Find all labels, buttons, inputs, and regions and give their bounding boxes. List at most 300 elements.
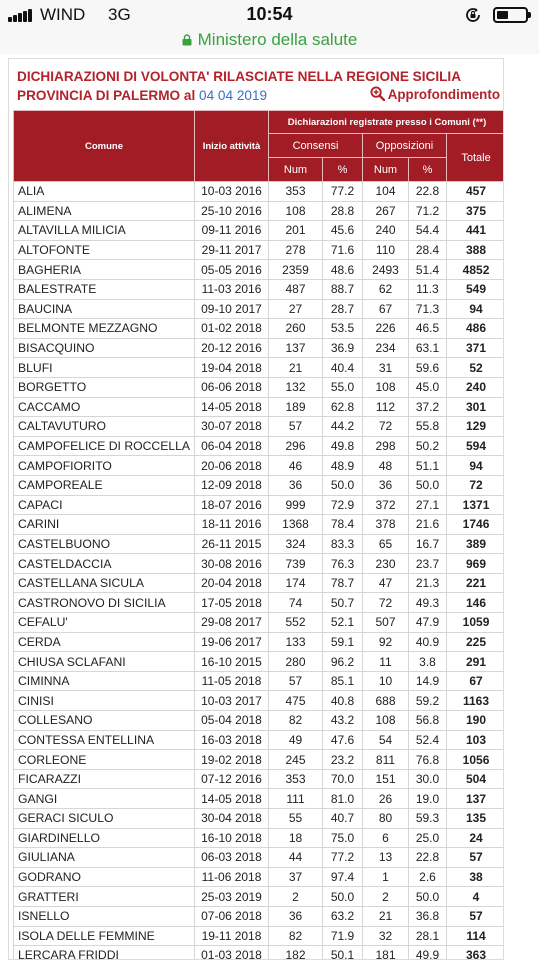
cell-comune: ALTAVILLA MILICIA bbox=[14, 221, 195, 241]
cell-opposizioni-pct: 54.4 bbox=[409, 221, 447, 241]
table-body bbox=[14, 182, 505, 960]
cell-consensi-pct: 78.7 bbox=[323, 573, 363, 593]
table-row bbox=[14, 358, 505, 378]
browser-address-bar[interactable] bbox=[0, 30, 539, 54]
cell-opposizioni-num: 108 bbox=[363, 711, 409, 731]
cell-comune: COLLESANO bbox=[14, 711, 195, 731]
cell-totale: 67 bbox=[447, 671, 505, 691]
cell-consensi-pct: 77.2 bbox=[323, 182, 363, 202]
cell-consensi-pct: 28.7 bbox=[323, 299, 363, 319]
cell-inizio-attivita: 06-03 2018 bbox=[195, 848, 269, 868]
cell-comune: ALIA bbox=[14, 182, 195, 202]
cell-comune: CERDA bbox=[14, 632, 195, 652]
cell-opposizioni-pct: 59.2 bbox=[409, 691, 447, 711]
table-row bbox=[14, 848, 505, 868]
header-totale: Totale bbox=[447, 134, 505, 182]
cell-totale: 389 bbox=[447, 534, 505, 554]
cell-totale: 4852 bbox=[447, 260, 505, 280]
cell-opposizioni-num: 26 bbox=[363, 789, 409, 809]
cell-consensi-pct: 71.9 bbox=[323, 926, 363, 946]
cell-totale: 371 bbox=[447, 338, 505, 358]
cell-opposizioni-num: 108 bbox=[363, 377, 409, 397]
cell-opposizioni-num: 267 bbox=[363, 201, 409, 221]
cell-opposizioni-num: 298 bbox=[363, 436, 409, 456]
cell-comune: CHIUSA SCLAFANI bbox=[14, 652, 195, 672]
cell-opposizioni-num: 6 bbox=[363, 828, 409, 848]
table-row bbox=[14, 809, 505, 829]
cell-comune: BISACQUINO bbox=[14, 338, 195, 358]
cell-totale: 146 bbox=[447, 593, 505, 613]
table-row bbox=[14, 475, 505, 495]
table-row bbox=[14, 417, 505, 437]
table-row bbox=[14, 789, 505, 809]
cell-comune: BLUFI bbox=[14, 358, 195, 378]
cell-inizio-attivita: 16-10 2018 bbox=[195, 828, 269, 848]
cell-totale: 57 bbox=[447, 848, 505, 868]
cell-consensi-pct: 36.9 bbox=[323, 338, 363, 358]
cell-consensi-num: 245 bbox=[269, 750, 323, 770]
cell-totale: 441 bbox=[447, 221, 505, 241]
cell-comune: CASTELDACCIA bbox=[14, 554, 195, 574]
cell-inizio-attivita: 30-04 2018 bbox=[195, 809, 269, 829]
table-row bbox=[14, 906, 505, 926]
cell-consensi-num: 55 bbox=[269, 809, 323, 829]
cell-totale: 72 bbox=[447, 475, 505, 495]
cell-consensi-pct: 96.2 bbox=[323, 652, 363, 672]
cell-inizio-attivita: 11-05 2018 bbox=[195, 671, 269, 691]
cell-opposizioni-pct: 45.0 bbox=[409, 377, 447, 397]
cell-inizio-attivita: 14-05 2018 bbox=[195, 789, 269, 809]
cell-opposizioni-num: 181 bbox=[363, 946, 409, 960]
cell-opposizioni-num: 72 bbox=[363, 417, 409, 437]
cell-inizio-attivita: 11-06 2018 bbox=[195, 867, 269, 887]
cell-comune: GERACI SICULO bbox=[14, 809, 195, 829]
table-row bbox=[14, 750, 505, 770]
cell-consensi-pct: 88.7 bbox=[323, 279, 363, 299]
cell-opposizioni-pct: 50.0 bbox=[409, 475, 447, 495]
cell-inizio-attivita: 20-12 2016 bbox=[195, 338, 269, 358]
cell-consensi-pct: 72.9 bbox=[323, 495, 363, 515]
cell-totale: 486 bbox=[447, 319, 505, 339]
cell-opposizioni-num: 112 bbox=[363, 397, 409, 417]
cell-opposizioni-pct: 49.3 bbox=[409, 593, 447, 613]
table-row bbox=[14, 240, 505, 260]
cell-totale: 363 bbox=[447, 946, 505, 960]
header-opposizioni-num: Num bbox=[363, 158, 409, 182]
cell-opposizioni-num: 36 bbox=[363, 475, 409, 495]
header-comune: Comune bbox=[14, 111, 195, 182]
cell-consensi-pct: 48.6 bbox=[323, 260, 363, 280]
cell-inizio-attivita: 16-10 2015 bbox=[195, 652, 269, 672]
cell-opposizioni-num: 688 bbox=[363, 691, 409, 711]
cell-opposizioni-pct: 59.6 bbox=[409, 358, 447, 378]
cell-comune: CEFALU' bbox=[14, 613, 195, 633]
cell-consensi-num: 108 bbox=[269, 201, 323, 221]
cell-inizio-attivita: 19-02 2018 bbox=[195, 750, 269, 770]
table-row bbox=[14, 534, 505, 554]
cell-consensi-pct: 50.1 bbox=[323, 946, 363, 960]
cell-totale: 38 bbox=[447, 867, 505, 887]
cell-consensi-pct: 62.8 bbox=[323, 397, 363, 417]
cell-comune: CINISI bbox=[14, 691, 195, 711]
cell-comune: CAMPOFIORITO bbox=[14, 456, 195, 476]
zoom-in-icon bbox=[370, 86, 385, 101]
cell-comune: CONTESSA ENTELLINA bbox=[14, 730, 195, 750]
cell-consensi-pct: 53.5 bbox=[323, 319, 363, 339]
table-row bbox=[14, 397, 505, 417]
cell-opposizioni-pct: 16.7 bbox=[409, 534, 447, 554]
cell-opposizioni-pct: 50.2 bbox=[409, 436, 447, 456]
cell-comune: BAGHERIA bbox=[14, 260, 195, 280]
cell-opposizioni-pct: 71.3 bbox=[409, 299, 447, 319]
cell-totale: 1163 bbox=[447, 691, 505, 711]
cell-opposizioni-pct: 52.4 bbox=[409, 730, 447, 750]
cell-opposizioni-pct: 28.1 bbox=[409, 926, 447, 946]
cell-consensi-num: 57 bbox=[269, 417, 323, 437]
cell-totale: 103 bbox=[447, 730, 505, 750]
header-consensi-num: Num bbox=[269, 158, 323, 182]
heading-date: 04 04 2019 bbox=[199, 88, 268, 103]
cell-inizio-attivita: 16-03 2018 bbox=[195, 730, 269, 750]
cell-opposizioni-pct: 3.8 bbox=[409, 652, 447, 672]
cell-totale: 301 bbox=[447, 397, 505, 417]
cell-inizio-attivita: 20-04 2018 bbox=[195, 573, 269, 593]
cell-consensi-num: 353 bbox=[269, 769, 323, 789]
network-type: 3G bbox=[108, 5, 131, 24]
table-row bbox=[14, 260, 505, 280]
cell-inizio-attivita: 01-03 2018 bbox=[195, 946, 269, 960]
cell-inizio-attivita: 07-12 2016 bbox=[195, 769, 269, 789]
cell-consensi-num: 201 bbox=[269, 221, 323, 241]
cell-totale: 225 bbox=[447, 632, 505, 652]
cell-comune: BALESTRATE bbox=[14, 279, 195, 299]
cell-totale: 4 bbox=[447, 887, 505, 907]
cell-opposizioni-num: 2 bbox=[363, 887, 409, 907]
cell-totale: 240 bbox=[447, 377, 505, 397]
header-opposizioni-pct: % bbox=[409, 158, 447, 182]
table-row bbox=[14, 887, 505, 907]
cell-consensi-pct: 81.0 bbox=[323, 789, 363, 809]
cell-totale: 94 bbox=[447, 456, 505, 476]
cell-opposizioni-pct: 76.8 bbox=[409, 750, 447, 770]
cell-inizio-attivita: 10-03 2016 bbox=[195, 182, 269, 202]
cell-opposizioni-num: 811 bbox=[363, 750, 409, 770]
cell-opposizioni-num: 31 bbox=[363, 358, 409, 378]
cell-consensi-num: 21 bbox=[269, 358, 323, 378]
table-row bbox=[14, 593, 505, 613]
cell-opposizioni-pct: 22.8 bbox=[409, 848, 447, 868]
cell-consensi-pct: 40.8 bbox=[323, 691, 363, 711]
cell-opposizioni-num: 378 bbox=[363, 515, 409, 535]
cell-opposizioni-pct: 11.3 bbox=[409, 279, 447, 299]
cell-consensi-num: 74 bbox=[269, 593, 323, 613]
cell-comune: CIMINNA bbox=[14, 671, 195, 691]
cell-totale: 52 bbox=[447, 358, 505, 378]
cell-opposizioni-pct: 2.6 bbox=[409, 867, 447, 887]
cell-opposizioni-num: 110 bbox=[363, 240, 409, 260]
cell-inizio-attivita: 14-05 2018 bbox=[195, 397, 269, 417]
cell-consensi-pct: 28.8 bbox=[323, 201, 363, 221]
cell-inizio-attivita: 29-11 2017 bbox=[195, 240, 269, 260]
cell-opposizioni-num: 1 bbox=[363, 867, 409, 887]
cell-consensi-num: 487 bbox=[269, 279, 323, 299]
cell-consensi-num: 182 bbox=[269, 946, 323, 960]
cell-comune: LERCARA FRIDDI bbox=[14, 946, 195, 960]
header-inizio-attivita: Inizio attività bbox=[195, 111, 269, 182]
cell-consensi-pct: 76.3 bbox=[323, 554, 363, 574]
cell-totale: 969 bbox=[447, 554, 505, 574]
cell-opposizioni-num: 234 bbox=[363, 338, 409, 358]
cell-opposizioni-pct: 36.8 bbox=[409, 906, 447, 926]
cell-totale: 114 bbox=[447, 926, 505, 946]
cell-totale: 549 bbox=[447, 279, 505, 299]
cell-consensi-pct: 50.0 bbox=[323, 475, 363, 495]
table-row bbox=[14, 711, 505, 731]
cell-consensi-num: 1368 bbox=[269, 515, 323, 535]
table-row bbox=[14, 279, 505, 299]
cell-totale: 1371 bbox=[447, 495, 505, 515]
cell-consensi-pct: 55.0 bbox=[323, 377, 363, 397]
cell-opposizioni-num: 72 bbox=[363, 593, 409, 613]
cell-consensi-num: 189 bbox=[269, 397, 323, 417]
cell-comune: ALIMENA bbox=[14, 201, 195, 221]
cell-consensi-pct: 44.2 bbox=[323, 417, 363, 437]
cell-totale: 94 bbox=[447, 299, 505, 319]
cell-consensi-num: 37 bbox=[269, 867, 323, 887]
cell-consensi-pct: 23.2 bbox=[323, 750, 363, 770]
cell-consensi-num: 137 bbox=[269, 338, 323, 358]
rotation-lock-icon bbox=[464, 6, 482, 24]
cell-comune: BORGETTO bbox=[14, 377, 195, 397]
cell-inizio-attivita: 07-06 2018 bbox=[195, 906, 269, 926]
cell-consensi-pct: 78.4 bbox=[323, 515, 363, 535]
cell-consensi-num: 46 bbox=[269, 456, 323, 476]
cell-comune: ALTOFONTE bbox=[14, 240, 195, 260]
cell-consensi-num: 475 bbox=[269, 691, 323, 711]
cell-consensi-pct: 45.6 bbox=[323, 221, 363, 241]
cell-totale: 291 bbox=[447, 652, 505, 672]
cell-consensi-num: 552 bbox=[269, 613, 323, 633]
cell-comune: GRATTERI bbox=[14, 887, 195, 907]
cell-inizio-attivita: 12-09 2018 bbox=[195, 475, 269, 495]
cell-comune: CAMPOFELICE DI ROCCELLA bbox=[14, 436, 195, 456]
cell-consensi-num: 82 bbox=[269, 926, 323, 946]
cell-consensi-pct: 50.7 bbox=[323, 593, 363, 613]
cell-comune: CALTAVUTURO bbox=[14, 417, 195, 437]
table-row bbox=[14, 182, 505, 202]
cell-consensi-pct: 83.3 bbox=[323, 534, 363, 554]
cell-consensi-pct: 52.1 bbox=[323, 613, 363, 633]
approfondimento-link[interactable] bbox=[370, 86, 500, 102]
status-time: 10:54 bbox=[246, 4, 293, 24]
cell-totale: 375 bbox=[447, 201, 505, 221]
cell-inizio-attivita: 25-03 2019 bbox=[195, 887, 269, 907]
cell-opposizioni-num: 47 bbox=[363, 573, 409, 593]
heading-province: PROVINCIA DI PALERMO al bbox=[17, 88, 196, 103]
cell-consensi-pct: 43.2 bbox=[323, 711, 363, 731]
content-card bbox=[8, 58, 504, 960]
cell-opposizioni-pct: 55.8 bbox=[409, 417, 447, 437]
cell-consensi-pct: 85.1 bbox=[323, 671, 363, 691]
cell-consensi-pct: 50.0 bbox=[323, 887, 363, 907]
table-row bbox=[14, 652, 505, 672]
cell-totale: 1746 bbox=[447, 515, 505, 535]
cell-inizio-attivita: 30-08 2016 bbox=[195, 554, 269, 574]
cell-consensi-num: 36 bbox=[269, 475, 323, 495]
cell-opposizioni-pct: 23.7 bbox=[409, 554, 447, 574]
cell-inizio-attivita: 09-10 2017 bbox=[195, 299, 269, 319]
cell-consensi-pct: 97.4 bbox=[323, 867, 363, 887]
cell-consensi-num: 999 bbox=[269, 495, 323, 515]
cell-opposizioni-pct: 19.0 bbox=[409, 789, 447, 809]
cell-consensi-pct: 49.8 bbox=[323, 436, 363, 456]
cell-opposizioni-pct: 56.8 bbox=[409, 711, 447, 731]
cell-opposizioni-pct: 46.5 bbox=[409, 319, 447, 339]
cell-opposizioni-pct: 59.3 bbox=[409, 809, 447, 829]
cell-inizio-attivita: 05-04 2018 bbox=[195, 711, 269, 731]
cell-opposizioni-pct: 25.0 bbox=[409, 828, 447, 848]
cell-inizio-attivita: 11-03 2016 bbox=[195, 279, 269, 299]
cell-consensi-pct: 40.7 bbox=[323, 809, 363, 829]
table-row bbox=[14, 632, 505, 652]
cell-consensi-num: 280 bbox=[269, 652, 323, 672]
cell-consensi-num: 260 bbox=[269, 319, 323, 339]
cell-comune: CASTRONOVO DI SICILIA bbox=[14, 593, 195, 613]
cell-opposizioni-pct: 21.3 bbox=[409, 573, 447, 593]
cell-opposizioni-pct: 71.2 bbox=[409, 201, 447, 221]
header-consensi-pct: % bbox=[323, 158, 363, 182]
table-row bbox=[14, 299, 505, 319]
approfondimento-label: Approfondimento bbox=[387, 87, 500, 102]
cell-consensi-num: 44 bbox=[269, 848, 323, 868]
table-row bbox=[14, 436, 505, 456]
cell-totale: 1059 bbox=[447, 613, 505, 633]
cell-opposizioni-pct: 50.0 bbox=[409, 887, 447, 907]
cell-totale: 129 bbox=[447, 417, 505, 437]
cell-comune: BAUCINA bbox=[14, 299, 195, 319]
cell-opposizioni-num: 2493 bbox=[363, 260, 409, 280]
cell-opposizioni-pct: 27.1 bbox=[409, 495, 447, 515]
cell-opposizioni-num: 104 bbox=[363, 182, 409, 202]
header-consensi: Consensi bbox=[269, 134, 363, 158]
table-row bbox=[14, 319, 505, 339]
table-row bbox=[14, 730, 505, 750]
cell-totale: 135 bbox=[447, 809, 505, 829]
cell-totale: 594 bbox=[447, 436, 505, 456]
cell-opposizioni-num: 48 bbox=[363, 456, 409, 476]
cell-opposizioni-pct: 28.4 bbox=[409, 240, 447, 260]
cell-inizio-attivita: 09-11 2016 bbox=[195, 221, 269, 241]
cell-inizio-attivita: 26-11 2015 bbox=[195, 534, 269, 554]
carrier-name: WIND bbox=[40, 5, 86, 24]
cell-comune: BELMONTE MEZZAGNO bbox=[14, 319, 195, 339]
table-row bbox=[14, 495, 505, 515]
cell-consensi-num: 2 bbox=[269, 887, 323, 907]
cell-opposizioni-num: 62 bbox=[363, 279, 409, 299]
cell-comune: FICARAZZI bbox=[14, 769, 195, 789]
cell-consensi-num: 132 bbox=[269, 377, 323, 397]
table-row bbox=[14, 221, 505, 241]
cell-consensi-pct: 40.4 bbox=[323, 358, 363, 378]
cell-consensi-pct: 70.0 bbox=[323, 769, 363, 789]
table-row bbox=[14, 828, 505, 848]
cell-opposizioni-num: 67 bbox=[363, 299, 409, 319]
table-row bbox=[14, 946, 505, 960]
cell-opposizioni-num: 11 bbox=[363, 652, 409, 672]
cell-totale: 24 bbox=[447, 828, 505, 848]
table-row bbox=[14, 515, 505, 535]
cell-totale: 388 bbox=[447, 240, 505, 260]
cell-opposizioni-num: 230 bbox=[363, 554, 409, 574]
cell-consensi-pct: 63.2 bbox=[323, 906, 363, 926]
cell-comune: CAMPOREALE bbox=[14, 475, 195, 495]
cell-consensi-num: 296 bbox=[269, 436, 323, 456]
cell-opposizioni-num: 32 bbox=[363, 926, 409, 946]
table-row bbox=[14, 769, 505, 789]
cell-opposizioni-pct: 47.9 bbox=[409, 613, 447, 633]
cell-opposizioni-num: 92 bbox=[363, 632, 409, 652]
cell-opposizioni-pct: 37.2 bbox=[409, 397, 447, 417]
cell-consensi-num: 278 bbox=[269, 240, 323, 260]
cell-totale: 57 bbox=[447, 906, 505, 926]
cell-opposizioni-pct: 21.6 bbox=[409, 515, 447, 535]
cell-consensi-num: 353 bbox=[269, 182, 323, 202]
cell-inizio-attivita: 18-11 2016 bbox=[195, 515, 269, 535]
cell-consensi-num: 82 bbox=[269, 711, 323, 731]
cell-consensi-pct: 48.9 bbox=[323, 456, 363, 476]
cell-comune: CAPACI bbox=[14, 495, 195, 515]
table-row bbox=[14, 554, 505, 574]
cell-inizio-attivita: 29-08 2017 bbox=[195, 613, 269, 633]
cell-inizio-attivita: 06-06 2018 bbox=[195, 377, 269, 397]
cell-inizio-attivita: 30-07 2018 bbox=[195, 417, 269, 437]
table-row bbox=[14, 456, 505, 476]
cell-comune: GANGI bbox=[14, 789, 195, 809]
cell-opposizioni-pct: 63.1 bbox=[409, 338, 447, 358]
cell-consensi-num: 739 bbox=[269, 554, 323, 574]
cell-consensi-num: 36 bbox=[269, 906, 323, 926]
cell-comune: ISNELLO bbox=[14, 906, 195, 926]
cell-totale: 457 bbox=[447, 182, 505, 202]
cell-inizio-attivita: 06-04 2018 bbox=[195, 436, 269, 456]
cell-totale: 504 bbox=[447, 769, 505, 789]
cell-opposizioni-pct: 30.0 bbox=[409, 769, 447, 789]
cell-opposizioni-num: 507 bbox=[363, 613, 409, 633]
cell-consensi-num: 57 bbox=[269, 671, 323, 691]
cell-totale: 190 bbox=[447, 711, 505, 731]
cell-consensi-num: 27 bbox=[269, 299, 323, 319]
cell-opposizioni-num: 54 bbox=[363, 730, 409, 750]
table-row bbox=[14, 573, 505, 593]
cell-opposizioni-pct: 40.9 bbox=[409, 632, 447, 652]
table-row bbox=[14, 377, 505, 397]
cell-comune: CARINI bbox=[14, 515, 195, 535]
cell-opposizioni-num: 151 bbox=[363, 769, 409, 789]
cell-inizio-attivita: 20-06 2018 bbox=[195, 456, 269, 476]
cell-consensi-num: 111 bbox=[269, 789, 323, 809]
cell-opposizioni-num: 372 bbox=[363, 495, 409, 515]
cell-totale: 221 bbox=[447, 573, 505, 593]
cell-opposizioni-num: 10 bbox=[363, 671, 409, 691]
cell-inizio-attivita: 25-10 2016 bbox=[195, 201, 269, 221]
cell-comune: CASTELBUONO bbox=[14, 534, 195, 554]
cell-consensi-num: 174 bbox=[269, 573, 323, 593]
cell-opposizioni-pct: 51.1 bbox=[409, 456, 447, 476]
cell-consensi-pct: 77.2 bbox=[323, 848, 363, 868]
cell-consensi-pct: 71.6 bbox=[323, 240, 363, 260]
cell-opposizioni-num: 13 bbox=[363, 848, 409, 868]
cell-inizio-attivita: 19-06 2017 bbox=[195, 632, 269, 652]
